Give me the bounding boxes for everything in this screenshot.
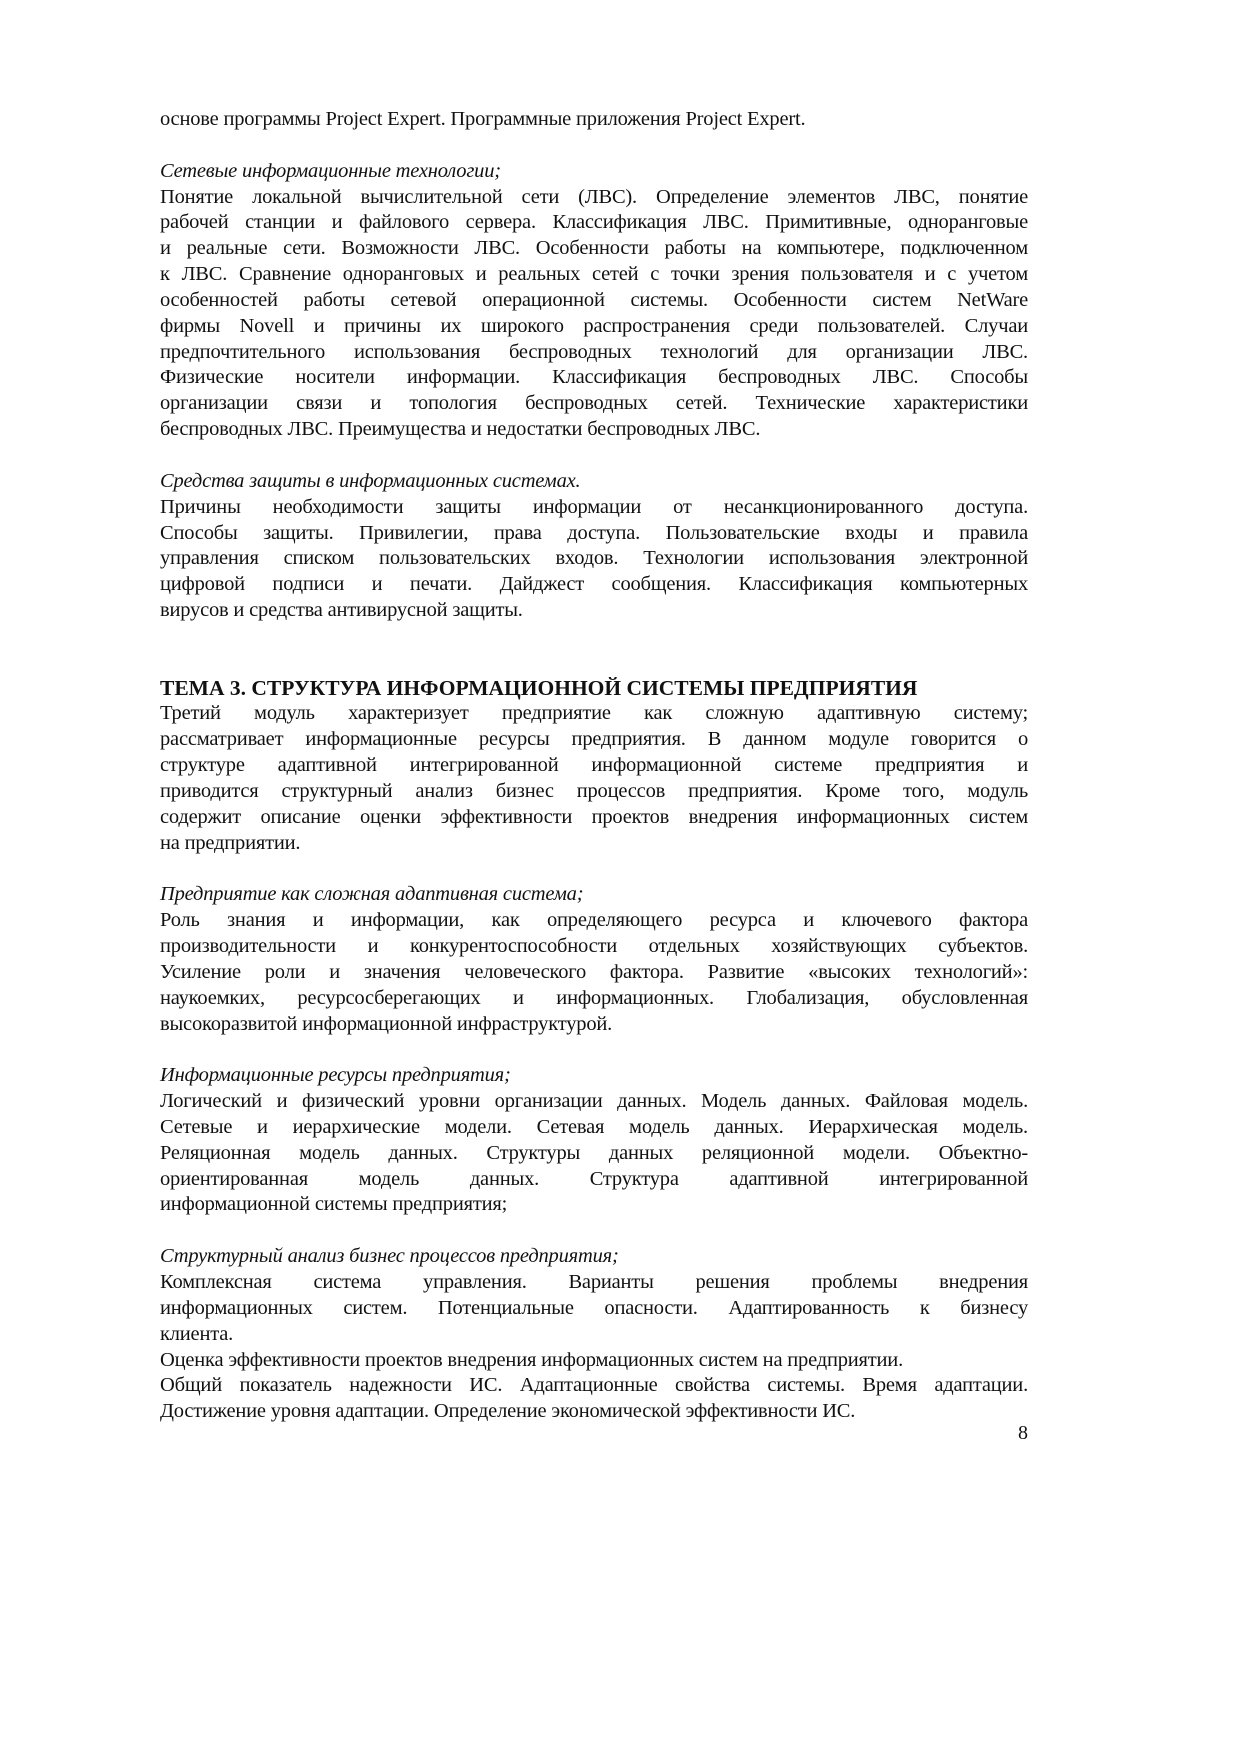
text-line: беспроводных ЛВС. Преимущества и недостатки беспроводных ЛВС. — [160, 418, 761, 441]
text-line: структуре адаптивной интегрированной информационной системе предприятия и — [160, 754, 1028, 777]
blank-line — [160, 650, 1028, 676]
paragraph — [160, 495, 1028, 624]
subsection-heading: Средства защиты в информационных системах. — [160, 469, 581, 492]
text-line: Роль знания и информации, как определяющего ресурса и ключевого фактора — [160, 909, 1028, 932]
text-line: Понятие локальной вычислительной сети (ЛВС). Определение элементов ЛВС, понятие — [160, 185, 1028, 208]
text-line: Достижение уровня адаптации. Определение экономической эффективности ИС. — [160, 1400, 856, 1423]
text-line: предпочтительного использования беспроводных технологий для организации ЛВС. — [160, 340, 1028, 363]
text-line: рассматривает информационные ресурсы предприятия. В данном модуле говорится о — [160, 728, 1028, 751]
paragraph — [160, 1373, 1028, 1425]
text-line: Логический и физический уровни организации данных. Модель данных. Файловая модель. — [160, 1090, 1028, 1113]
blank-line — [160, 443, 1028, 469]
text-line: управления списком пользовательских входов. Технологии использования электронной — [160, 547, 1028, 570]
text-line: основе программы Project Expert. Программные приложения Project Expert. — [160, 108, 806, 130]
subsection-heading: Предприятие как сложная адаптивная система; — [160, 883, 584, 906]
text-line: Общий показатель надежности ИС. Адаптационные свойства системы. Время адаптации. — [160, 1374, 1028, 1397]
text-line: информационной системы предприятия; — [160, 1193, 508, 1216]
text-line: вирусов и средства антивирусной защиты. — [160, 599, 523, 622]
text-line: приводится структурный анализ бизнес процессов предприятия. Кроме того, модуль — [160, 779, 1028, 802]
text-line: организации связи и топология беспроводных сетей. Технические характеристики — [160, 392, 1028, 415]
text-line: Способы защиты. Привилегии, права доступа. Пользовательские входы и правила — [160, 521, 1028, 544]
paragraph — [160, 701, 1028, 856]
paragraph — [160, 908, 1028, 1037]
page-number: 8 — [1018, 1422, 1028, 1444]
subsection-heading: Сетевые информационные технологии; — [160, 159, 501, 182]
text-line: особенностей работы сетевой операционной системы. Особенности систем NetWare — [160, 288, 1028, 311]
text-line: ориентированная модель данных. Структура адаптивной интегрированной — [160, 1167, 1028, 1190]
text-line: наукоемких, ресурсосберегающих и информационных. Глобализация, обусловленная — [160, 986, 1028, 1009]
paragraph — [160, 1348, 1028, 1374]
text-line: клиента. — [160, 1322, 234, 1345]
text-line: Усиление роли и значения человеческого фактора. Развитие «высоких технологий»: — [160, 960, 1028, 983]
blank-line — [160, 1037, 1028, 1063]
text-line: Оценка эффективности проектов внедрения информационных систем на предприятии. — [160, 1348, 904, 1371]
paragraph — [160, 1089, 1028, 1218]
paragraph — [160, 1270, 1028, 1348]
text-line: Физические носители информации. Классификация беспроводных ЛВС. Способы — [160, 366, 1028, 389]
text-line: информационных систем. Потенциальные опасности. Адаптированность к бизнесу — [160, 1296, 1028, 1319]
text-line: и реальные сети. Возможности ЛВС. Особенности работы на компьютере, подключенном — [160, 237, 1028, 260]
section-heading: ТЕМА 3. СТРУКТУРА ИНФОРМАЦИОННОЙ СИСТЕМЫ ПРЕДПРИЯТИЯ — [160, 675, 918, 700]
text-line: Реляционная модель данных. Структуры данных реляционной модели. Объектно- — [160, 1141, 1028, 1164]
blank-line — [160, 856, 1028, 882]
text-line: Комплексная система управления. Варианты решения проблемы внедрения — [160, 1270, 1028, 1293]
blank-line — [160, 624, 1028, 650]
paragraph — [160, 185, 1028, 443]
document-page-body — [160, 107, 1028, 1425]
subsection-heading: Структурный анализ бизнес процессов предприятия; — [160, 1245, 619, 1268]
text-line: Сетевые и иерархические модели. Сетевая модель данных. Иерархическая модель. — [160, 1115, 1028, 1138]
blank-line — [160, 133, 1028, 159]
subsection-heading: Информационные ресурсы предприятия; — [160, 1064, 511, 1087]
text-line: цифровой подписи и печати. Дайджест сообщения. Классификация компьютерных — [160, 573, 1028, 596]
text-line: фирмы Novell и причины их широкого распространения среди пользователей. Случаи — [160, 314, 1028, 337]
text-line: к ЛВС. Сравнение одноранговых и реальных сетей с точки зрения пользователя и с учетом — [160, 263, 1028, 286]
text-line: на предприятии. — [160, 831, 301, 854]
text-line: Причины необходимости защиты информации от несанкционированного доступа. — [160, 495, 1028, 518]
blank-line — [160, 1218, 1028, 1244]
text-line: Третий модуль характеризует предприятие как сложную адаптивную систему; — [160, 702, 1028, 725]
text-line: содержит описание оценки эффективности проектов внедрения информационных систем — [160, 805, 1028, 828]
text-line: производительности и конкурентоспособности отдельных хозяйствующих субъектов. — [160, 935, 1028, 957]
text-line: высокоразвитой информационной инфраструктурой. — [160, 1012, 613, 1035]
paragraph — [160, 107, 1028, 133]
text-line: рабочей станции и файлового сервера. Классификация ЛВС. Примитивные, одноранговые — [160, 211, 1028, 234]
